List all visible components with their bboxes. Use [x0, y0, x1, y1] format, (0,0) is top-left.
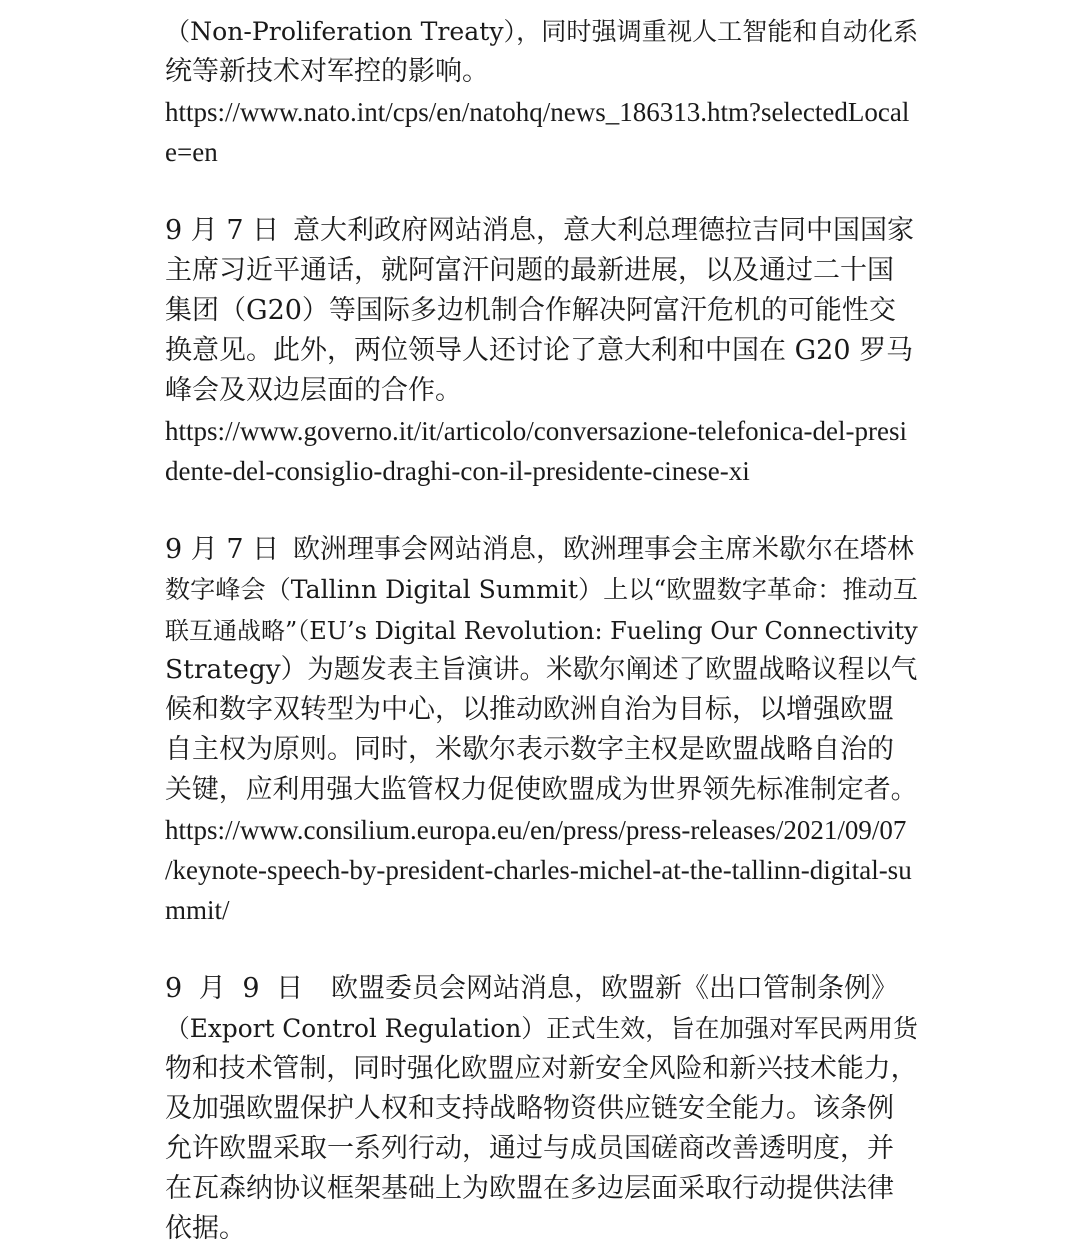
entry-0-url-line-0[interactable]: https://www.nato.int/cps/en/natohq/news_186313.htm?selectedLocal — [165, 97, 910, 127]
entry-1-line-4: 峰会及双边层面的合作。 — [165, 375, 462, 406]
entry-3-date: 9 月 9 日 — [165, 973, 308, 1004]
entry-3-line-2: 物和技术管制，同时强化欧盟应对新安全风险和新兴技术能力， — [165, 1053, 918, 1084]
entry-1-line-2: 集团（G20）等国际多边机制合作解决阿富汗危机的可能性交 — [165, 295, 896, 326]
entry-2-url-line-0[interactable]: https://www.consilium.europa.eu/en/press/press-releases/2021/09/07 — [165, 815, 907, 845]
entry-0-url-line-1[interactable]: e=en — [165, 137, 218, 167]
entry-2-url-line-1[interactable]: /keynote-speech-by-president-charles-michel-at-the-tallinn-digital-su — [165, 855, 912, 885]
entry-2-url-line-2[interactable]: mmit/ — [165, 895, 230, 925]
entry-2-line-6: 关键，应利用强大监管权力促使欧盟成为世界领先标准制定者。 — [165, 774, 918, 805]
entry-3-line-1: （Export Control Regulation）正式生效，旨在加强对军民两用货 — [165, 1014, 918, 1043]
entry-2-line-0: 欧洲理事会网站消息，欧洲理事会主席米歇尔在塔林 — [293, 534, 914, 565]
entry-2-first-line — [165, 530, 914, 570]
entry-3-line-6: 依据。 — [165, 1213, 246, 1244]
entry-0-line-1: 统等新技术对军控的影响。 — [165, 56, 489, 87]
entry-1-line-0: 意大利政府网站消息，意大利总理德拉吉同中国国家 — [293, 215, 914, 246]
entry-2-line-4: 候和数字双转型为中心，以推动欧洲自治为目标，以增强欧盟 — [165, 694, 894, 725]
entry-1-first-line — [165, 211, 914, 251]
entry-1-date: 9 月 7 日 — [165, 215, 280, 246]
entry-3-line-4: 允许欧盟采取一系列行动，通过与成员国磋商改善透明度，并 — [165, 1133, 894, 1164]
entry-2-date: 9 月 7 日 — [165, 534, 280, 565]
entry-3-line-0: 欧盟委员会网站消息，欧盟新《出口管制条例》 — [331, 973, 898, 1004]
entry-3-line-3: 及加强欧盟保护人权和支持战略物资供应链安全能力。该条例 — [165, 1093, 894, 1124]
entry-1-line-3: 换意见。此外，两位领导人还讨论了意大利和中国在 G20 罗马 — [165, 335, 914, 366]
entry-1-url-line-0[interactable]: https://www.governo.it/it/articolo/conversazione-telefonica-del-presi — [165, 416, 907, 446]
entry-1-url-line-1[interactable]: dente-del-consiglio-draghi-con-il-presidente-cinese-xi — [165, 456, 750, 486]
entry-2-line-2: 联互通战略”（EU’s Digital Revolution: Fueling Our Connectivity — [165, 617, 918, 645]
entry-2-line-5: 自主权为原则。同时，米歇尔表示数字主权是欧盟战略自治的 — [165, 734, 894, 765]
entry-2-line-1: 数字峰会（Tallinn Digital Summit）上以“欧盟数字革命：推动互 — [165, 575, 918, 604]
entry-0-line-0: （Non-Proliferation Treaty），同时强调重视人工智能和自动化系 — [165, 17, 919, 46]
entry-3-first-line — [165, 969, 898, 1009]
entry-2-line-3: Strategy）为题发表主旨演讲。米歇尔阐述了欧盟战略议程以气 — [165, 654, 918, 685]
entry-1-line-1: 主席习近平通话，就阿富汗问题的最新进展，以及通过二十国 — [165, 255, 894, 286]
entry-3-line-5: 在瓦森纳协议框架基础上为欧盟在多边层面采取行动提供法律 — [165, 1173, 894, 1204]
